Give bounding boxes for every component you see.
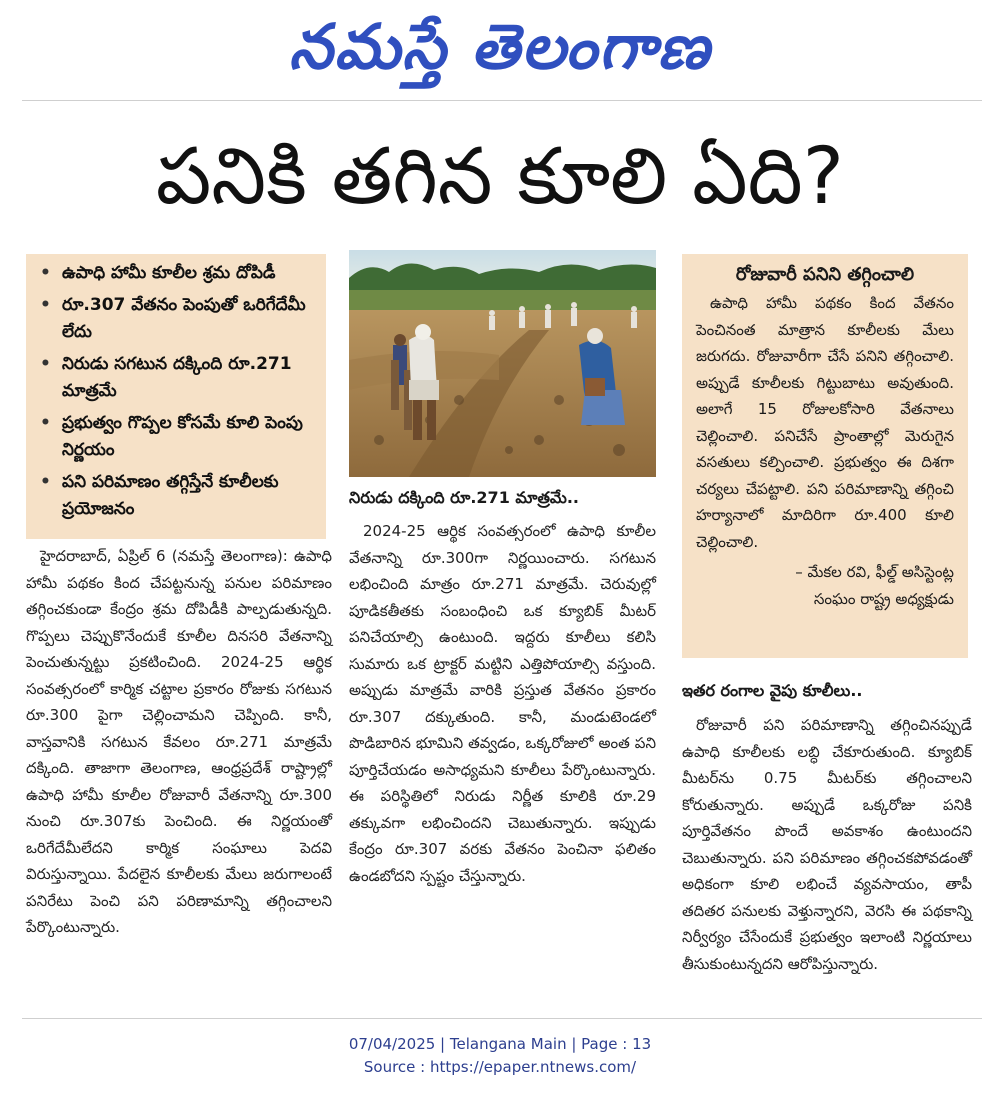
- footer-source: Source : https://epaper.ntnews.com/: [363, 1058, 637, 1076]
- highlight-item: • నిరుడు సగటున దక్కింది రూ.271 మాత్రమే: [52, 351, 326, 405]
- article-paragraph: హైదరాబాద్, ఏప్రిల్ 6 (నమస్తే తెలంగాణ): ఉపాధి హామీ పథకం కింద చేపట్టనున్న పనుల పరిమాణం తగ్గించకుండా కేంద్రం శ్రమ దోపిడీకి పాల్పడుతున్నది. గొప్పలు చెప్పుకొనేందుకే కూలీల దినసరి వేతనాన్ని పెంచుతున్నట్టు ప్రకటించింది. 2024-25 ఆర్థిక సంవత్సరంలో కార్మిక చట్టాల ప్రకారం రోజుకు సగటున రూ.300 పైగా చెల్లించామని చెప్పింది. కానీ, వాస్తవానికి సగటున కేవలం రూ.271 మాత్రమే దక్కింది. తాజాగా తెలంగాణ, ఆంధ్రప్రదేశ్ రాష్ట్రాల్లో ఉపాధి హామీ కూలీల రోజువారీ వేతనాన్ని రూ.300 నుంచి రూ.307కు పెంచింది. ఈ నిర్ణయంతో ఒరిగేదేమీలేదని కార్మిక సంఘాలు పెదవి విరుస్తున్నాయి. పేదలైన కూలీలకు మేలు జరుగాలంటే పనిరేటు పెంచి పని పరిణామాన్ని తగ్గించాలని పేర్కొంటున్నారు.: [26, 547, 332, 936]
- field-workers-photo-image: [349, 250, 656, 477]
- article-column-right: [682, 712, 972, 977]
- field-workers-photo: [349, 250, 656, 477]
- quote-text: ఉపాధి హామీ పథకం కింద వేతనం పెంచినంత మాత్రాన కూలీలకు మేలు జరుగదు. రోజువారీగా చేసే పనిని తగ్గించాలి. అప్పుడే కూలీలకు గిట్టుబాటు అవుతుంది. అలాగే 15 రోజులకోసారి వేతనాలు చెల్లించాలి. పనిచేసే ప్రాంతాల్లో మెరుగైన వసతులు కల్పించాలి. ప్రభుత్వం ఈ దిశగా చర్యలు చేపట్టాలి. పని పరిమాణాన్ని తగ్గించి హర్యానాలో మాదిరిగా రూ.400 కూలి చెల్లించాలి.: [696, 294, 954, 551]
- quote-box: [682, 254, 968, 658]
- highlight-item: • పని పరిమాణం తగ్గిస్తేనే కూలీలకు ప్రయోజనం: [52, 469, 326, 523]
- footer-edition-info: 07/04/2025 | Telangana Main | Page : 13: [348, 1035, 652, 1053]
- footer-divider: [22, 1018, 982, 1019]
- newspaper-masthead: నమస్తే తెలంగాణ: [288, 10, 712, 83]
- right-subheading: ఇతర రంగాల వైపు కూలీలు..: [682, 681, 863, 700]
- article-paragraph: రోజువారీ పని పరిమాణాన్ని తగ్గించినప్పుడే ఉపాధి కూలీలకు లబ్ధి చేకూరుతుంది. క్యూబిక్ మీటర్‌ను 0.75 మీటర్‌కు తగ్గించాలని కోరుతున్నారు. అప్పుడే ఒక్కరోజు పనికి పూర్తివేతనం పొందే అవకాశం ఉంటుందని చెబుతున్నారు. పని పరిమాణం తగ్గించకపోవడంతో అధికంగా కూలి లభించే వ్యవసాయం, తాపీ తదితర పనులకు వెళ్తున్నారని, వెరసి ఈ పథకాన్ని నిర్వీర్యం చేసేందుకే ప్రభుత్వం ఇలాంటి నిర్ణయాలు తీసుకుంటున్నదని ఆరోపిస్తున్నారు.: [682, 716, 972, 973]
- article-paragraph: 2024-25 ఆర్థిక సంవత్సరంలో ఉపాధి కూలీల వేతనాన్ని రూ.300గా నిర్ణయించారు. సగటున లభించింది మాత్రం రూ.271 మాత్రమే. చెరువుల్లో పూడికతీతకు సంబంధించి ఒక క్యూబిక్ మీటర్ పనిచేయాల్సి ఉంటుంది. ఇద్దరు కూలీలు కలిసి సుమారు ఒక ట్రాక్టర్ మట్టిని ఎత్తిపోయాల్సి వస్తుంది. అప్పుడు మాత్రమే వారికి ప్రస్తుత వేతనం ప్రకారం రూ.307 దక్కుతుంది. కానీ, మండుటెండలో పొడిబారిన భూమిని తవ్వడం, ఒక్కరోజులో అంత పని పూర్తిచేయడం అసాధ్యమని కూలీలు పేర్కొంటున్నారు. ఈ పరిస్థితిలో నిరుడు నిర్ణీత కూలికి రూ.29 తక్కువగా లభించిందని చెబుతున్నారు. ఇప్పుడు కేంద్రం రూ.307 వరకు వేతనం పెంచినా ఫలితం ఉండబోదని స్పష్టం చేస్తున్నారు.: [349, 522, 656, 885]
- quote-author: – మేకల రవి, ఫీల్డ్ అసిస్టెంట్ల: [795, 563, 954, 581]
- highlight-item: • ఉపాధి హామీ కూలీల శ్రమ దోపిడీ: [52, 260, 326, 287]
- quote-title: రోజువారీ పనిని తగ్గించాలి: [735, 264, 915, 285]
- highlights-list: [36, 260, 326, 523]
- highlight-item: • రూ.307 వేతనం పెంపుతో ఒరిగేదేమీ లేదు: [52, 292, 326, 346]
- photo-caption: నిరుడు దక్కింది రూ.271 మాత్రమే..: [349, 488, 579, 507]
- article-headline: పనికి తగిన కూలి ఏది?: [155, 132, 845, 222]
- masthead-divider: [22, 100, 982, 101]
- highlight-item: • ప్రభుత్వం గొప్పల కోసమే కూలి పెంపు నిర్ణయం: [52, 410, 326, 464]
- article-column-middle: [349, 518, 656, 889]
- article-column-left: [26, 543, 332, 941]
- quote-author-title: సంఘం రాష్ట్ర అధ్యక్షుడు: [813, 589, 954, 608]
- highlights-box: [26, 254, 326, 539]
